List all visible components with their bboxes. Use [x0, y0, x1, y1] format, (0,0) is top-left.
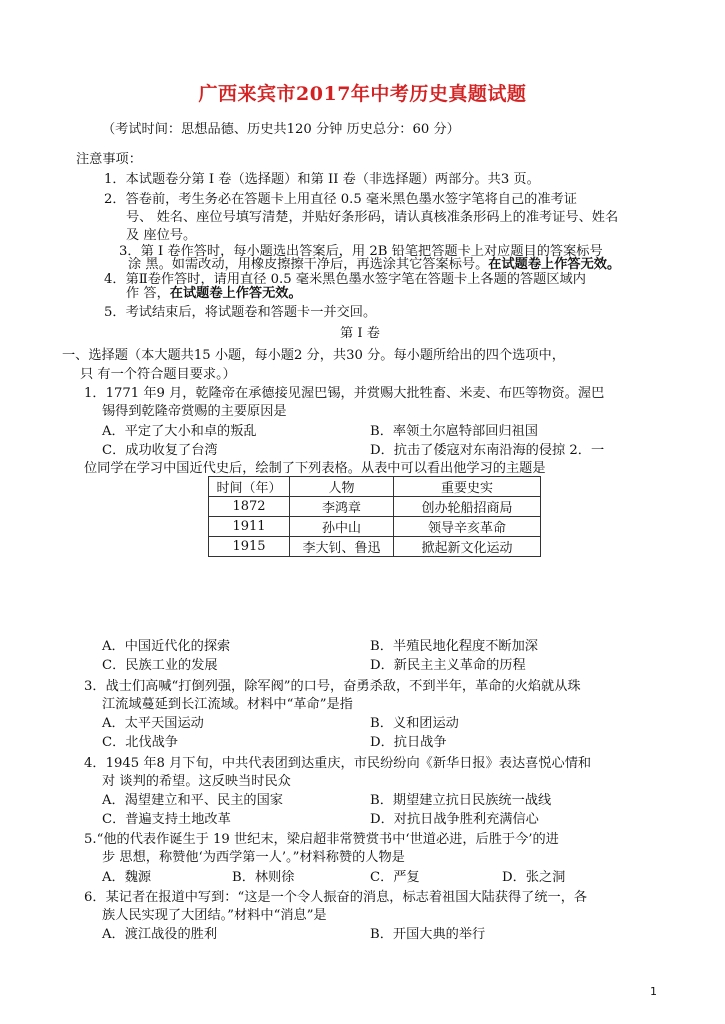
table-header-row: [209, 477, 541, 497]
history-table: [208, 476, 541, 557]
q5-option-b: B．林则徐: [232, 870, 295, 885]
q5-option-c: C．严复: [370, 870, 420, 885]
q4-option-d: D．对抗日战争胜利充满信心: [370, 812, 539, 827]
note-2b: 号、 姓名、座位号填写清楚，并贴好条形码，请认真核准条形码上的准考证号、姓名: [126, 210, 619, 225]
note-2a: 2．答卷前，考生务必在答题卡上用直径 0.5 毫米黑色墨水签字笔将自己的准考证: [104, 192, 577, 207]
q5-stem-b: 步 思想，称赞他‘为西学第一人’。”材料称赞的人物是: [102, 850, 405, 865]
note-4b: 作 答，在试题卷上作答无效。: [126, 286, 302, 301]
table-header: 时间（年）: [209, 477, 290, 497]
note-3a: 3．第 I 卷作答时，每小题选出答案后，用 2B 铅笔把答题卡上对应题目的答案标号: [119, 244, 603, 259]
q1-option-c: C．成功收复了台湾: [102, 443, 218, 458]
q6-option-a: A．渡江战役的胜利: [102, 927, 218, 942]
q3-option-a: A．太平天国运动: [102, 716, 204, 731]
q6-stem-b: 族人民实现了大团结。”材料中“消息”是: [102, 908, 327, 923]
q2-option-a: A．中国近代化的探索: [102, 639, 231, 654]
table-row: [209, 497, 541, 517]
table-cell: 掀起新文化运动: [394, 537, 541, 557]
q2-option-b: B．半殖民地化程度不断加深: [370, 639, 538, 654]
q4-stem-b: 对 谈判的希望。这反映当时民众: [102, 774, 291, 789]
table-cell: 1915: [209, 537, 290, 557]
q3-stem-b: 江流域蔓延到长江流域。材料中“革命”是指: [102, 697, 353, 712]
page-title: 广西来宾市2017年中考历史真题试题: [198, 83, 527, 105]
q1-stem-a: 1．1771 年9 月，乾隆帝在承德接见渥巴锡，并赏赐大批牲畜、米麦、布匹等物资。渥巴: [84, 386, 605, 401]
q4-option-c: C．普遍支持土地改革: [102, 812, 231, 827]
q6-option-b: B．开国大典的举行: [370, 927, 486, 942]
note-1: 1．本试题卷分第 I 卷（选择题）和第 II 卷（非选择题）两部分。共3 页。: [104, 172, 540, 187]
q5-option-a: A．魏源: [102, 870, 152, 885]
q4-option-b: B．期望建立抗日民族统一战线: [370, 793, 552, 808]
q5-stem-a: 5.“他的代表作诞生于 19 世纪末，梁启超非常赞赏书中‘世道必进，后胜于今’的进: [84, 832, 559, 847]
q3-option-b: B．义和团运动: [370, 716, 459, 731]
table-cell: 1872: [209, 497, 290, 517]
table-cell: 李大钊、鲁迅: [290, 537, 394, 557]
q3-option-d: D．抗日战争: [370, 735, 447, 750]
notes-heading: 注意事项：: [76, 152, 142, 167]
part1-instructions-a: 一、选择题（本大题共15 小题，每小题2 分，共30 分。每小题所给出的四个选项中，: [62, 348, 565, 363]
q3-option-c: C．北伐战争: [102, 735, 179, 750]
q4-option-a: A．渴望建立和平、民主的国家: [102, 793, 283, 808]
part1-instructions-b: 只 有一个符合题目要求。）: [80, 367, 236, 382]
table-cell: 领导辛亥革命: [394, 517, 541, 537]
q4-stem-a: 4．1945 年8 月下旬，中共代表团到达重庆，市民纷纷向《新华日报》表达喜悦心情和: [84, 756, 592, 771]
q3-stem-a: 3．战士们高喊“打倒列强，除军阀”的口号，奋勇杀敌，不到半年，革命的火焰就从珠: [84, 679, 581, 694]
table-header: 人物: [290, 477, 394, 497]
table-cell: 1911: [209, 517, 290, 537]
q1-stem-b: 锡得到乾隆帝赏赐的主要原因是: [102, 404, 287, 419]
section-heading: 第 I 卷: [340, 326, 380, 341]
q6-stem-a: 6．某记者在报道中写到：“这是一个令人振奋的消息，标志着祖国大陆获得了统一，各: [84, 890, 588, 905]
q1-option-d: D．抗击了倭寇对东南沿海的侵掠 2．一: [370, 443, 605, 458]
table-row: [209, 517, 541, 537]
table-cell: 孙中山: [290, 517, 394, 537]
note-4a: 4．第Ⅱ卷作答时，请用直径 0.5 毫米黑色墨水签字笔在答题卡上各题的答题区域内: [104, 272, 586, 287]
q2-option-d: D．新民主主义革命的历程: [370, 658, 526, 673]
q2-option-c: C．民族工业的发展: [102, 658, 218, 673]
note-2c: 及 座位号。: [126, 228, 197, 243]
table-row: [209, 537, 541, 557]
q2-stem: 位同学在学习中国近代史后，绘制了下列表格。从表中可以看出他学习的主题是: [84, 461, 546, 476]
q1-option-a: A．平定了大小和卓的叛乱: [102, 424, 257, 439]
table-cell: 李鸿章: [290, 497, 394, 517]
table-cell: 创办轮船招商局: [394, 497, 541, 517]
q5-option-d: D．张之洞: [502, 870, 566, 885]
q1-option-b: B．率领土尔扈特部回归祖国: [370, 424, 538, 439]
exam-info: （考试时间：思想品德、历史共120 分钟 历史总分：60 分）: [102, 122, 460, 137]
note-5: 5．考试结束后，将试题卷和答题卡一并交回。: [104, 305, 377, 320]
note-3b: 涂 黑。如需改动，用橡皮擦擦干净后，再选涂其它答案标号。在试题卷上作答无效。: [128, 257, 621, 272]
page-number: 1: [650, 985, 657, 998]
table-header: 重要史实: [394, 477, 541, 497]
